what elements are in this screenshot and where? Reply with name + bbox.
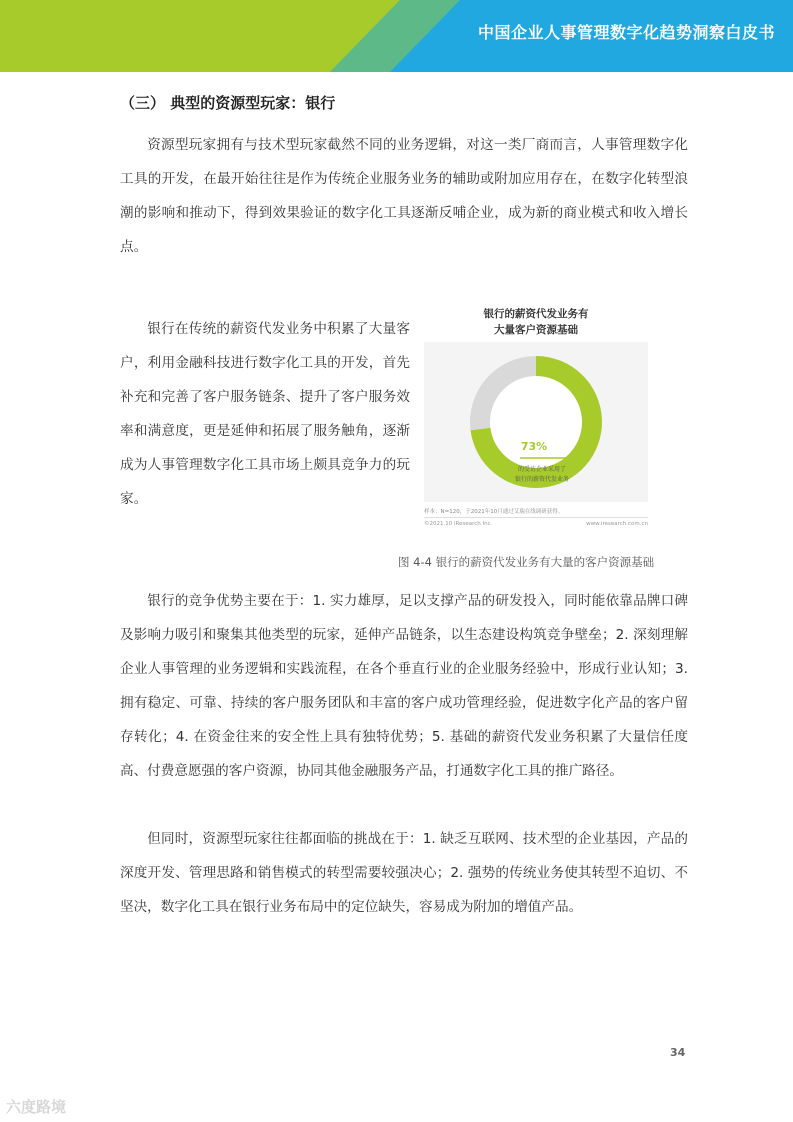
chart-title [420,306,652,338]
chart-note: 样本：N=120，于2021年10月通过艾瑞在线调研获得。 [424,509,564,515]
donut-chart [424,342,648,502]
chart-footer-site: www.iresearch.com.cn [586,521,648,527]
center-label-line2: 银行的薪资代发业务 [514,476,570,483]
center-label-line1: 的受访企业采用了 [517,466,567,473]
chart-figure [420,300,652,530]
page-number: 34 [670,1046,686,1059]
center-value: 73% [520,440,548,453]
chart-panel [424,342,648,502]
chart-title-line1: 银行的薪资代发业务有 [483,308,589,320]
watermark: 六度路境 [6,1098,67,1116]
chart-title-line2: 大量客户资源基础 [494,324,578,336]
figure-caption: 图 4-4 银行的薪资代发业务有大量的客户资源基础 [398,555,655,569]
paragraph-advantages: 银行的竞争优势主要在于：1. 实力雄厚，足以支撑产品的研发投入，同时能依靠品牌口碑及影响力吸引和聚集其他类型的玩家，延伸产品链条，以生态建设构筑竞争壁垒；2. 深刻理解企业人事管理的业务逻辑和实践流程，在各个垂直行业的企业服务经验中，形成行业认知；3. 拥有稳定、可靠、持续的客户服务团队和丰富的客户成功管理经验，促进数字化产品的客户留存转化；4. 在资金往来的安全性上具有独特优势；5. 基础的薪资代发业务积累了大量信任度高、付费意愿强的客户资源，协同其他金融服务产品，打通数字化工具的推广路径。 [120,593,688,779]
header-green [0,0,400,72]
chart-footer [424,517,648,527]
paragraph-intro: 资源型玩家拥有与技术型玩家截然不同的业务逻辑，对这一类厂商而言，人事管理数字化工具的开发，在最开始往往是作为传统企业服务业务的辅助或附加应用存在，在数字化转型浪潮的影响和推动下，得到效果验证的数字化工具逐渐反哺企业，成为新的商业模式和收入增长点。 [120,137,688,255]
chart-footer-copyright: ©2021.10 iResearch Inc. [424,521,493,527]
paragraph-bank: 银行在传统的薪资代发业务中积累了大量客户，利用金融科技进行数字化工具的开发，首先补充和完善了客户服务链条、提升了客户服务效率和满意度，更是延伸和拓展了服务触角，逐渐成为人事管理数字化工具市场上颇具竞争力的玩家。 [120,321,410,507]
donut-hole [490,376,582,468]
section-heading: （三） 典型的资源型玩家：银行 [120,94,336,112]
header-band [0,0,793,72]
header-title: 中国企业人事管理数字化趋势洞察白皮书 [477,23,775,42]
paragraph-challenges: 但同时，资源型玩家往往都面临的挑战在于：1. 缺乏互联网、技术型的企业基因，产品的深度开发、管理思路和销售模式的转型需要较强决心；2. 强势的传统业务使其转型不迫切、不坚决，数字化工具在银行业务布局中的定位缺失，容易成为附加的增值产品。 [120,831,688,915]
